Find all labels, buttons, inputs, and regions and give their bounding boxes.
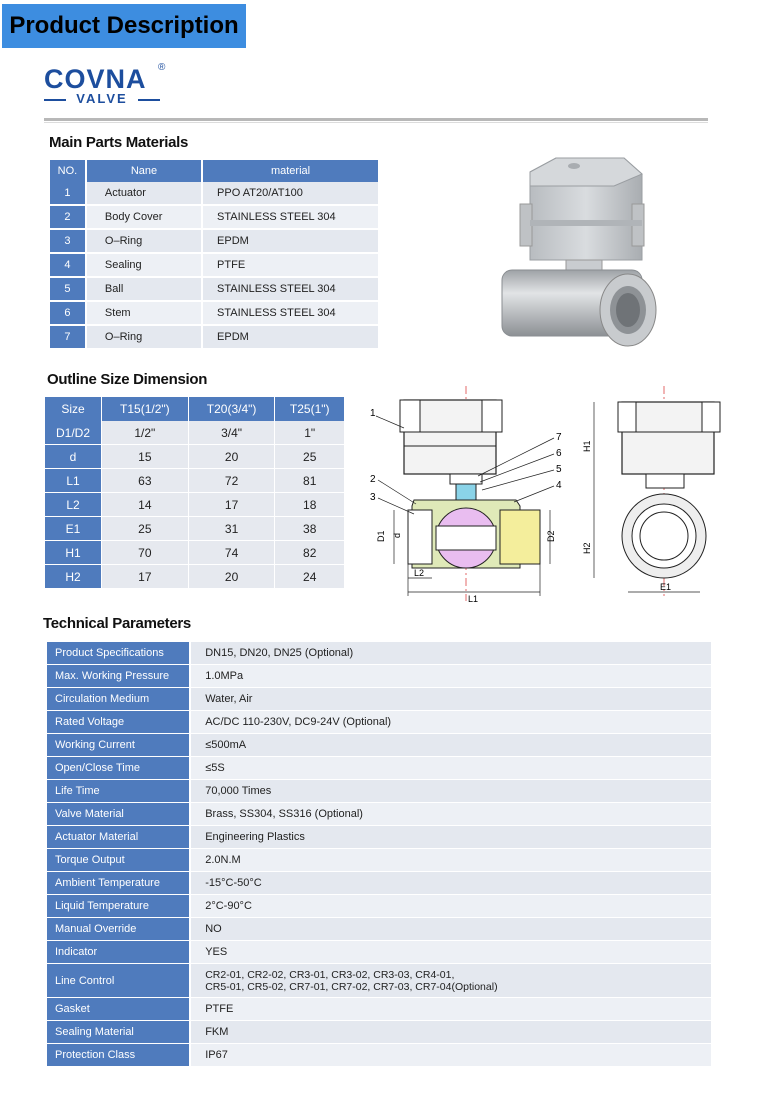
- product-description-banner: Product Description: [2, 4, 246, 48]
- table-row: [47, 1021, 711, 1044]
- cell: 70: [102, 541, 189, 565]
- table-row: [47, 711, 711, 734]
- logo-brand: COVNA: [44, 64, 147, 94]
- dim-d-label: d: [392, 532, 402, 538]
- cell: 17: [102, 565, 189, 589]
- table-row: [47, 849, 711, 872]
- param-name: Torque Output: [47, 849, 191, 872]
- cell: O–Ring: [87, 230, 203, 254]
- cell: 24: [275, 565, 345, 589]
- table-row: [47, 964, 711, 998]
- table-row: [47, 803, 711, 826]
- table-row: [47, 642, 711, 665]
- cell: 74: [189, 541, 276, 565]
- cell: O–Ring: [87, 326, 203, 350]
- table-row: [45, 493, 345, 517]
- cell: STAINLESS STEEL 304: [203, 278, 378, 302]
- param-name: Circulation Medium: [47, 688, 191, 711]
- param-value: DN15, DN20, DN25 (Optional): [191, 642, 711, 665]
- callout-3: 3: [370, 492, 376, 503]
- table-row: [47, 757, 711, 780]
- cell: 20: [189, 445, 276, 469]
- table-row: [47, 1044, 711, 1067]
- param-name: Valve Material: [47, 803, 191, 826]
- param-value: CR2-01, CR2-02, CR3-01, CR3-02, CR3-03, CR4-01, CR5-01, CR5-02, CR7-01, CR7-02, CR7-03, CR7-04(Optional): [191, 964, 711, 998]
- logo-registered-mark: ®: [158, 62, 166, 73]
- cell: 25: [102, 517, 189, 541]
- table-row: [45, 445, 345, 469]
- param-name: Sealing Material: [47, 1021, 191, 1044]
- cell: 15: [102, 445, 189, 469]
- table-row: [47, 872, 711, 895]
- param-name: Gasket: [47, 998, 191, 1021]
- cell: 18: [275, 493, 345, 517]
- cell: D1/D2: [45, 421, 102, 445]
- cell: 7: [50, 326, 87, 350]
- cell: Stem: [87, 302, 203, 326]
- table-row: [47, 895, 711, 918]
- table-row: [47, 688, 711, 711]
- cell: 17: [189, 493, 276, 517]
- callout-6: 6: [556, 448, 562, 459]
- cell: 81: [275, 469, 345, 493]
- table-row: [50, 182, 378, 206]
- cell: E1: [45, 517, 102, 541]
- param-value: -15°C-50°C: [191, 872, 711, 895]
- cell: 31: [189, 517, 276, 541]
- param-value: IP67: [191, 1044, 711, 1067]
- callout-4: 4: [556, 480, 562, 491]
- param-value: NO: [191, 918, 711, 941]
- technical-heading: Technical Parameters: [43, 615, 191, 632]
- param-value: 70,000 Times: [191, 780, 711, 803]
- param-name: Manual Override: [47, 918, 191, 941]
- table-row: [45, 469, 345, 493]
- cell: 1/2": [102, 421, 189, 445]
- param-value: YES: [191, 941, 711, 964]
- table-row: [50, 302, 378, 326]
- cell: d: [45, 445, 102, 469]
- param-name: Open/Close Time: [47, 757, 191, 780]
- cell: Body Cover: [87, 206, 203, 230]
- param-value: 2.0N.M: [191, 849, 711, 872]
- table-row: [50, 326, 378, 350]
- outline-col-t20: T20(3/4"): [189, 397, 276, 421]
- cell: PTFE: [203, 254, 378, 278]
- cell: Actuator: [87, 182, 203, 206]
- param-name: Rated Voltage: [47, 711, 191, 734]
- valve-product-photo: [492, 150, 662, 360]
- callout-7: 7: [556, 432, 562, 443]
- table-row: [50, 254, 378, 278]
- dim-l2-label: L2: [414, 568, 425, 578]
- cell: 63: [102, 469, 189, 493]
- cell: STAINLESS STEEL 304: [203, 206, 378, 230]
- param-name: Working Current: [47, 734, 191, 757]
- table-row: [50, 278, 378, 302]
- technical-table: [47, 642, 711, 1067]
- cell: 82: [275, 541, 345, 565]
- cell: 3: [50, 230, 87, 254]
- param-value: Brass, SS304, SS316 (Optional): [191, 803, 711, 826]
- cell: L2: [45, 493, 102, 517]
- table-row: [45, 565, 345, 589]
- materials-col-no: NO.: [50, 160, 87, 182]
- cell: 1": [275, 421, 345, 445]
- outline-col-t25: T25(1"): [275, 397, 345, 421]
- param-name: Life Time: [47, 780, 191, 803]
- cell: 25: [275, 445, 345, 469]
- header-divider-thin: [44, 122, 708, 123]
- outline-table: [45, 397, 345, 589]
- table-row: [47, 941, 711, 964]
- callout-2: 2: [370, 474, 376, 485]
- dim-d1-label: D1: [376, 530, 386, 542]
- param-value: 1.0MPa: [191, 665, 711, 688]
- dim-e1-label: E1: [660, 582, 672, 592]
- cell: Ball: [87, 278, 203, 302]
- cell: STAINLESS STEEL 304: [203, 302, 378, 326]
- param-value: ≤5S: [191, 757, 711, 780]
- table-row: [47, 780, 711, 803]
- table-row: [45, 517, 345, 541]
- cell: 6: [50, 302, 87, 326]
- callout-1: 1: [370, 408, 376, 419]
- param-value: 2°C-90°C: [191, 895, 711, 918]
- cell: 2: [50, 206, 87, 230]
- cell: EPDM: [203, 230, 378, 254]
- table-row: [47, 734, 711, 757]
- cell: 20: [189, 565, 276, 589]
- cell: 3/4": [189, 421, 276, 445]
- cell: 4: [50, 254, 87, 278]
- param-value: AC/DC 110-230V, DC9-24V (Optional): [191, 711, 711, 734]
- param-name: Indicator: [47, 941, 191, 964]
- param-name: Ambient Temperature: [47, 872, 191, 895]
- table-row: [50, 206, 378, 230]
- cell: PPO AT20/AT100: [203, 182, 378, 206]
- outline-col-size: Size: [45, 397, 102, 421]
- cell: 5: [50, 278, 87, 302]
- outline-header-row: [45, 397, 345, 421]
- dim-l1-label: L1: [468, 594, 479, 604]
- dim-h2-label: H2: [582, 542, 592, 554]
- cell: 14: [102, 493, 189, 517]
- dim-h1-label: H1: [582, 440, 592, 452]
- table-row: [47, 665, 711, 688]
- table-row: [47, 826, 711, 849]
- outline-heading: Outline Size Dimension: [47, 371, 208, 388]
- table-row: [45, 421, 345, 445]
- materials-heading: Main Parts Materials: [49, 134, 189, 151]
- valve-section-drawing: [364, 386, 574, 606]
- cell: 72: [189, 469, 276, 493]
- param-value: Engineering Plastics: [191, 826, 711, 849]
- materials-col-name: Nane: [87, 160, 203, 182]
- param-name: Line Control: [47, 964, 191, 998]
- table-row: [50, 230, 378, 254]
- cell: EPDM: [203, 326, 378, 350]
- cell: 1: [50, 182, 87, 206]
- cell: L1: [45, 469, 102, 493]
- param-value: PTFE: [191, 998, 711, 1021]
- callout-5: 5: [556, 464, 562, 475]
- covna-logo: [44, 64, 174, 108]
- materials-header-row: [50, 160, 378, 182]
- param-name: Actuator Material: [47, 826, 191, 849]
- dim-d2-label: D2: [546, 530, 556, 542]
- table-row: [47, 918, 711, 941]
- table-row: [47, 998, 711, 1021]
- logo-sub: VALVE: [44, 91, 160, 106]
- cell: H2: [45, 565, 102, 589]
- param-name: Product Specifications: [47, 642, 191, 665]
- param-value: FKM: [191, 1021, 711, 1044]
- cell: Sealing: [87, 254, 203, 278]
- materials-table: [50, 160, 378, 350]
- table-row: [45, 541, 345, 565]
- param-name: Protection Class: [47, 1044, 191, 1067]
- materials-col-material: material: [203, 160, 378, 182]
- header-divider: [44, 118, 708, 121]
- cell: H1: [45, 541, 102, 565]
- param-value: Water, Air: [191, 688, 711, 711]
- param-name: Liquid Temperature: [47, 895, 191, 918]
- valve-side-drawing: [580, 386, 730, 606]
- outline-col-t15: T15(1/2"): [102, 397, 189, 421]
- cell: 38: [275, 517, 345, 541]
- param-value: ≤500mA: [191, 734, 711, 757]
- param-name: Max. Working Pressure: [47, 665, 191, 688]
